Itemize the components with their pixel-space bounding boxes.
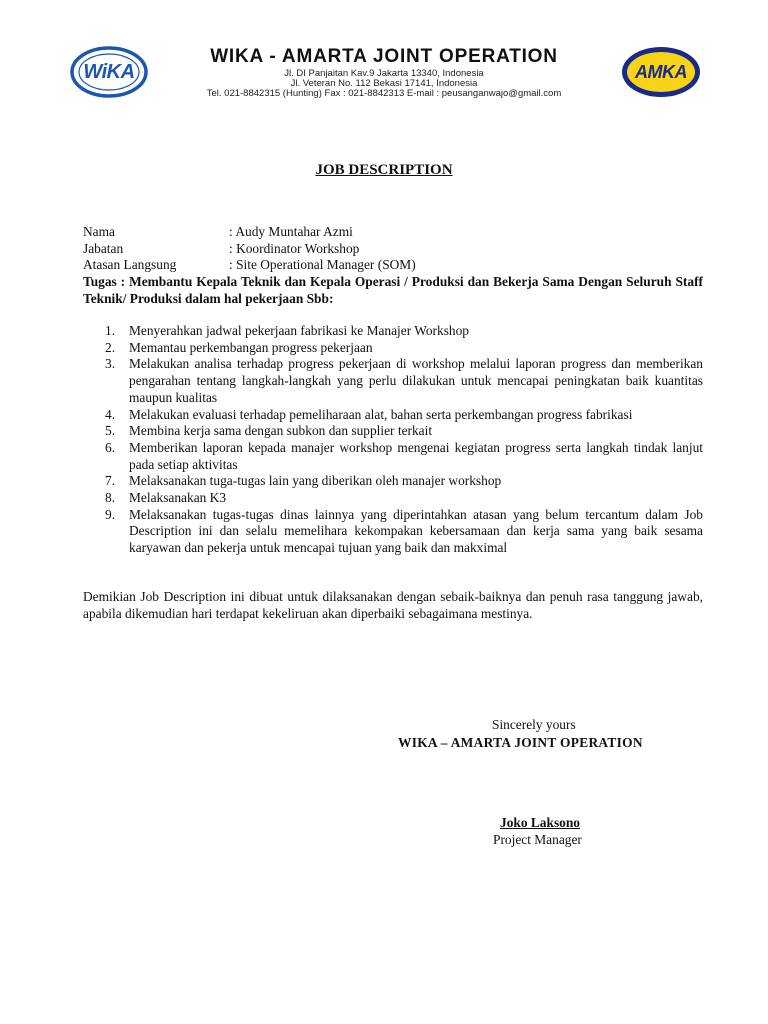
field-value: : Site Operational Manager (SOM): [229, 257, 416, 272]
list-item: [83, 490, 703, 507]
list-item: [83, 473, 703, 490]
letterhead-company: WIKA - AMARTA JOINT OPERATION: [210, 46, 558, 67]
closing-paragraph: Demikian Job Description ini dibuat untuk dilaksanakan dengan sebaik-baiknya dan penuh rasa tanggung jawab, apabila dikemudian hari terdapat kekeliruan akan diperbaiki sebagaimana mestinya.: [83, 589, 703, 621]
list-number: 9.: [105, 506, 116, 522]
wika-logo: [70, 45, 148, 99]
letterhead-address-1: Jl. DI Panjaitan Kav.9 Jakarta 13340, Indonesia: [284, 68, 484, 79]
wika-logo-text: WiKA: [83, 60, 135, 83]
list-text: Melaksanakan tuga-tugas lain yang diberikan oleh manajer workshop: [129, 473, 502, 489]
amka-logo: [620, 45, 702, 99]
field-value: : Audy Muntahar Azmi: [229, 224, 353, 239]
signature-company: WIKA – AMARTA JOINT OPERATION: [398, 735, 643, 750]
list-text: Membina kerja sama dengan subkon dan supplier terkait: [129, 423, 433, 439]
list-text: Melaksanakan K3: [129, 490, 227, 506]
duties-list: [83, 323, 703, 557]
list-number: 8.: [105, 490, 116, 506]
list-item: [83, 423, 703, 440]
signer-role: Project Manager: [493, 832, 582, 847]
list-item: [83, 440, 703, 473]
list-item: [83, 323, 703, 340]
field-value: : Koordinator Workshop: [229, 241, 360, 256]
list-number: 5.: [105, 423, 116, 439]
tugas-heading: Tugas : Membantu Kepala Teknik dan Kepala Operasi / Produksi dan Bekerja Sama Dengan Seluruh Staff Teknik/ Produksi dalam hal pekerjaan Sbb:: [83, 274, 703, 306]
list-number: 7.: [105, 473, 116, 489]
document-title: JOB DESCRIPTION: [315, 162, 453, 178]
letterhead-contact: Tel. 021-8842315 (Hunting) Fax : 021-8842313 E-mail : peusanganwajo@gmail.com: [206, 88, 562, 99]
list-text: Memantau perkembangan progress pekerjaan: [129, 339, 373, 355]
letterhead-address-2: Jl. Veteran No. 112 Bekasi 17141, Indonesia: [290, 78, 478, 89]
list-text: Melaksanakan tugas-tugas dinas lainnya yang diperintahkan atasan yang belum tercantum dalam Job Description ini dan selalu memelihara kekompakan kebersamaan dan kerja sama yang baik sesama karyawan dan pekerja untuk mencapai tujuan yang baik dan makximal: [129, 506, 703, 556]
list-text: Melakukan analisa terhadap progress pekerjaan di workshop melalui laporan progress dan memberikan pengarahan tentang langkah-langkah yang perlu dilakukan untuk mencapai peningkatan baik kuantitas maupun kualitas: [129, 356, 703, 405]
sincerely-text: Sincerely yours: [492, 717, 576, 732]
list-item: [83, 340, 703, 357]
list-number: 3.: [105, 356, 116, 372]
list-number: 6.: [105, 439, 116, 455]
field-label: Nama: [83, 224, 115, 239]
list-item: [83, 356, 703, 406]
list-item: [83, 507, 703, 557]
list-item: [83, 407, 703, 424]
list-text: Menyerahkan jadwal pekerjaan fabrikasi ke Manajer Workshop: [129, 323, 470, 338]
list-text: Memberikan laporan kepada manajer workshop mengenai kegiatan progress serta langkah tindak lanjut pada setiap aktivitas: [129, 439, 703, 472]
list-number: 4.: [105, 406, 116, 422]
amka-logo-text: AMKA: [635, 61, 687, 82]
signer-name: Joko Laksono: [500, 815, 581, 830]
list-text: Melakukan evaluasi terhadap pemeliharaan alat, bahan serta perkembangan progress fabrikasi: [129, 406, 633, 422]
field-label: Atasan Langsung: [83, 257, 177, 272]
field-label: Jabatan: [83, 241, 124, 256]
list-number: 1.: [105, 323, 116, 338]
list-number: 2.: [105, 339, 116, 355]
